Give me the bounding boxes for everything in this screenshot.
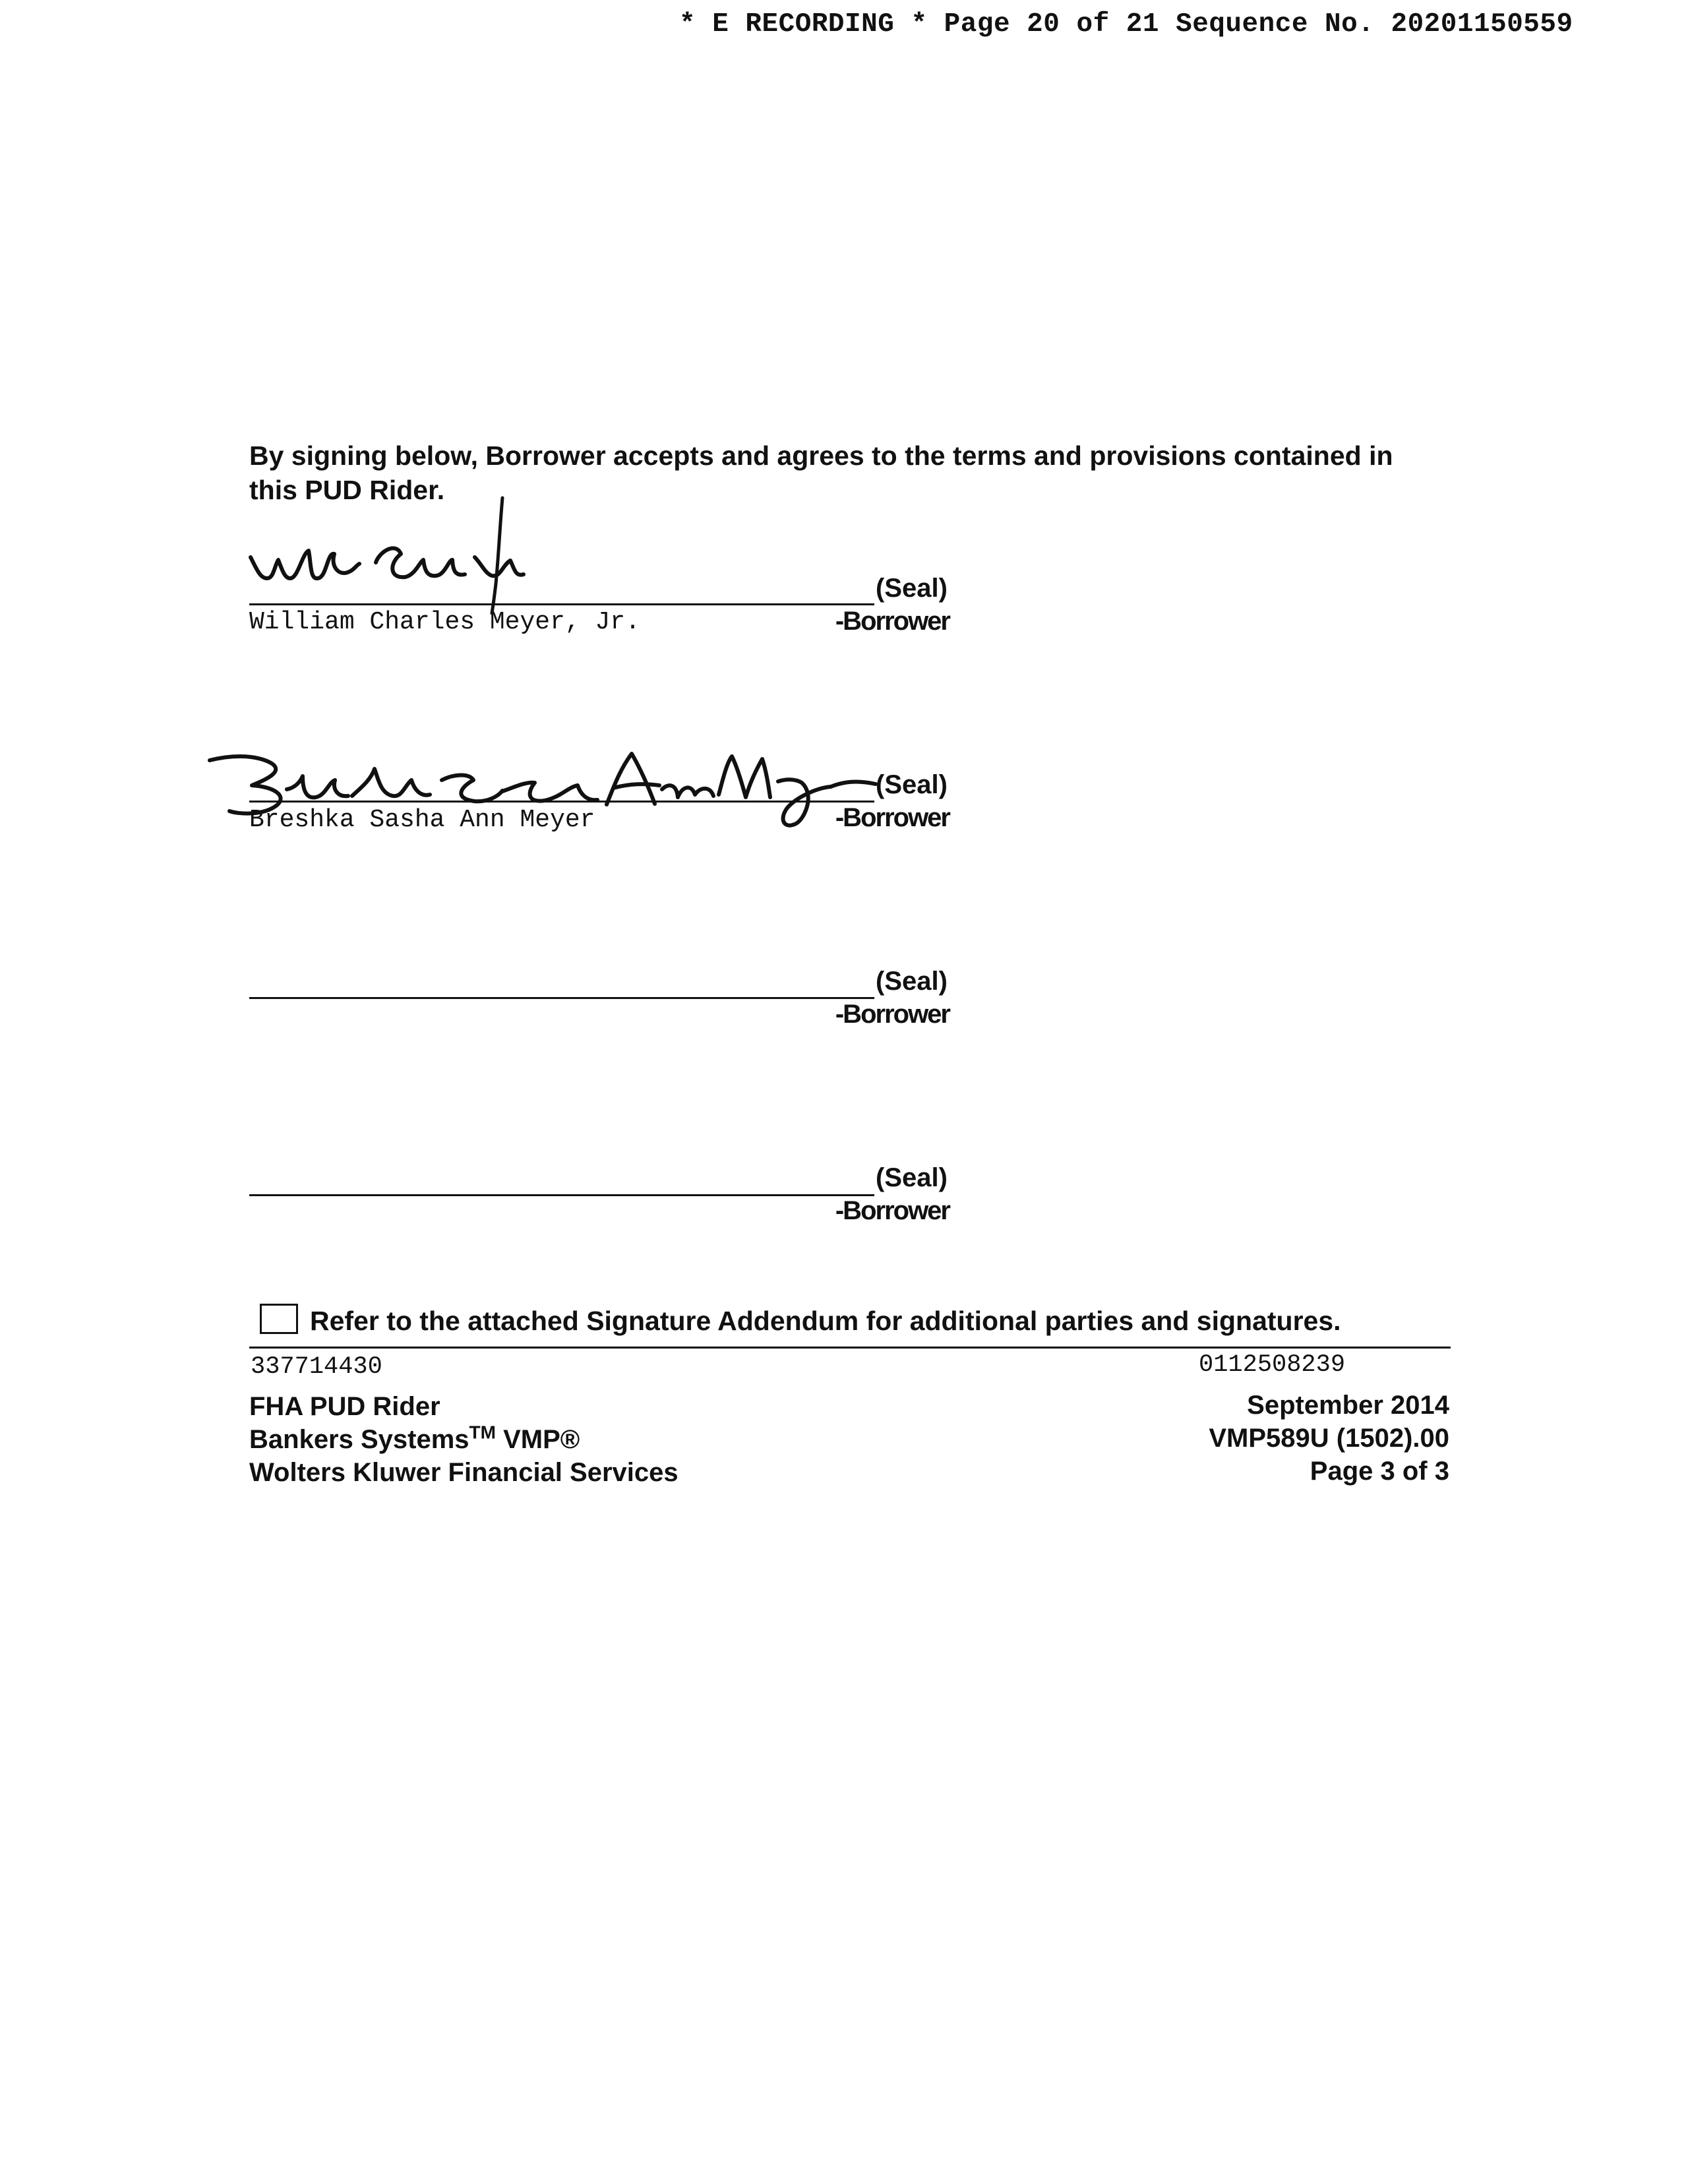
recording-header: * E RECORDING * Page 20 of 21 Sequence No. 20201150559 [679,9,1573,40]
form-date: September 2014 [1247,1391,1449,1420]
borrower-label-3: -Borrower [835,1000,950,1029]
publisher-prefix: Bankers Systems [249,1425,469,1454]
signature-line-4[interactable] [249,1194,874,1196]
signature-addendum-checkbox[interactable] [260,1304,298,1334]
borrower-label-4: -Borrower [835,1196,950,1225]
footer-rule [249,1347,1451,1349]
borrower-label-2: -Borrower [835,803,950,832]
company-name: Wolters Kluwer Financial Services [249,1458,678,1487]
loan-number-right: 0112508239 [1199,1351,1346,1379]
footer-left-block [249,1390,678,1489]
signer-name-2: Breshka Sasha Ann Meyer [249,806,595,834]
trademark-symbol: TM [469,1422,496,1443]
publisher-line [249,1423,678,1456]
seal-label-3: (Seal) [876,967,948,996]
signature-line-2[interactable] [249,801,874,803]
william-signature [244,491,541,617]
footer-right-block [1209,1389,1449,1488]
publisher-suffix: VMP® [503,1425,580,1454]
seal-label-2: (Seal) [876,770,948,799]
borrower-acceptance-text: By signing below, Borrower accepts and agrees to the terms and provisions contained in this PUD Rider. [249,440,1393,505]
page-number: Page 3 of 3 [1310,1457,1449,1486]
signature-addendum-text: Refer to the attached Signature Addendum for additional parties and signatures. [310,1306,1341,1336]
loan-number-left: 337714430 [251,1353,382,1381]
form-code: VMP589U (1502).00 [1209,1424,1449,1453]
form-name: FHA PUD Rider [249,1392,440,1421]
signature-line-3[interactable] [249,997,874,999]
seal-label-4: (Seal) [876,1163,948,1192]
seal-label-1: (Seal) [876,574,948,603]
signature-line-1[interactable] [249,603,874,605]
borrower-label-1: -Borrower [835,607,950,636]
signer-name-1: William Charles Meyer, Jr. [249,608,640,636]
